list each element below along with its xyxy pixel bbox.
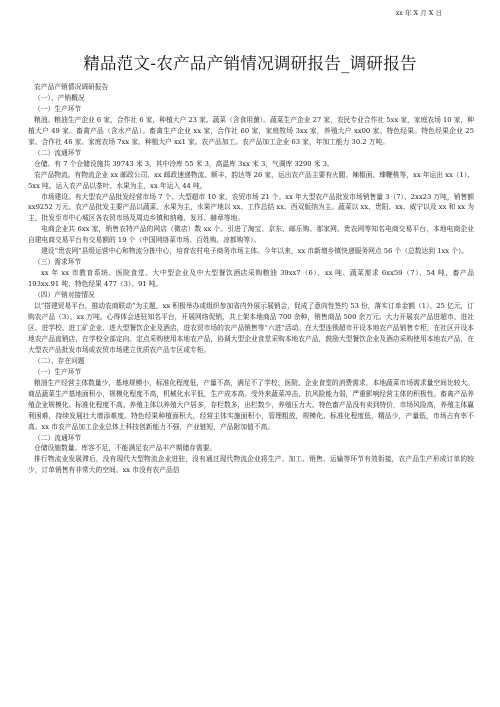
- paragraph: 粮油生产经营主体数量少，基地规模小，标准化程度低，产量不高，满足不了学校、医院、企业食堂的消费需求，本地蔬菜市场需求量空间比较大。商品蔬菜生产基地面积小，规模化程度不高，机械化水平低，生产成本高。受外来蔬菜冲击，抗风险能力弱，严重影响经营主体的积极性。畜禽产品养殖企业规模化、标准化程度不高。养殖主体以养殖大户居多，存栏数多，出栏数少，养殖压力大。特色畜产品没有卖到特价，市场风险高，养殖主体赢利困难，持续发展壮大增添难度。特色经果种植面积大，经营主体实施面积小，管理粗放，规模化、标准化程度低，精品少，产量低，市场占有率不高。xx 市农产品加工企业总体上科技创新能力不强，产业链短，产品附加值不高。: [28, 378, 474, 431]
- paragraph: 仓储。有 7 个仓储设施共 39743 米 3，其中冷库 55 米 3，高温库 3xx 米 3，气调库 3290 米 3。: [34, 159, 334, 168]
- paragraph: 电商企业共 6xx 家，销售农特产品的网店（微店）数 xx 个。引进了淘宝、京东、邮乐购、那家网、贵农网等知名电商交易平台，本地电商企业自建电商交易平台有交易额的 19 个（中国网络菜市场、百姓购、凉都购等）。: [28, 225, 474, 245]
- paragraph: 市场建设。有大型农产品批发经营市场 7 个、大型超市 10 家、农贸市场 21 个。xx 年大型农产品批发市场销售量 3（7）、2xx23 万吨，销售额 xx9252 万元。农产品批发主要产品以蔬菜、水果为主，水果产地以 xx、工作总结 xx、西双版纳为主。蔬菜以 xx、贵阳、xx、威宁以及 xx 和 xx 为主，批发至市中心城区各农贸市场及周边乡镇和纳雍、发耳、赫章等地。: [28, 192, 474, 223]
- paragraph: 排行物流业发展滞后，没有现代大型物流企业进驻，没有通过现代物流企业将生产、加工、销售、运输等环节有效衔接，农产品生产形成订单的较少，订单销售有非常大的空间。xx 市没有农产品信: [28, 455, 474, 475]
- paragraph: 以“搭建贸易平台，推动农商联动”为主题，xx 积极举办或组织参加省内外展示展销会，促成了意向性签约 53 份，落实订单金额（1）、25 亿元，订购农产品（3）、xx 万吨。心得体会进驻知名平台，开展网络促销，共上架本地商品 700 余种，销售商品 500 余万元。大力开展农产品进超市、进社区、进学校、进工矿企业、进大型餐饮企业及酒店，进农贸市场的农产品销售等“六进”活动。在大型连锁超市开设本地农产品销售专柜，在社区开设本地农产品直销店，在学校全部定向、定点采购使用本地农产品，协调大型企业食堂采购本地农产品，鼓励大型餐饮企业及酒店采购使用本地农产品，在大型农产品批发市场或农贸市场建立优质农产品专区或专柜。: [28, 302, 474, 354]
- paragraph: （三）需求环节: [34, 258, 82, 267]
- paragraph: 粮油。粮油生产企业 6 家，合作社 6 家，种植大户 23 家。蔬菜（含食用菌）。蔬菜生产企业 27 家，农民专业合作社 5xx 家，家庭农场 10 家，种植大户 49 家。畜禽产品（含水产品）。畜禽生产企业 xx 家，合作社 60 家，家庭牧场 3xx 家，养殖大户 xx00 家。特色经果。特色经果企业 25 家、合作社 46 家、家庭农场 7xx 家、种植大户 xx1 家。农产品加工。农产品加工企业 63 家，年加工能力 30.2 万吨。: [28, 115, 474, 146]
- paragraph: （二）流通环节: [34, 433, 82, 442]
- paragraph: （一）、产销概况: [34, 93, 85, 102]
- paragraph: 仓储设施数量、库容不足，不能满足农产品丰产期储存需要。: [34, 444, 217, 453]
- paragraph: xx 年 xx 市教育系统、医院食堂、大中型企业及中大型餐饮酒店采购粮油 39xx7（6）、xx 吨、蔬菜需求 6xx59（7）、54 吨、畜产品 193xx.91 吨、特色经果 477（3）、91 吨。: [28, 269, 474, 289]
- paragraph: （一）生产环节: [34, 367, 82, 376]
- paragraph: （四）产销对接情况: [34, 291, 95, 300]
- document-body: [28, 82, 474, 476]
- paragraph: （一）生产环节: [34, 104, 82, 113]
- paragraph: （二）流通环节: [34, 148, 82, 157]
- document-title: 精品范文-农产品产销情况调研报告_调研报告: [83, 54, 417, 73]
- paragraph: （二）、存在问题: [34, 356, 85, 365]
- paragraph: 农产品产销情况调研报告: [34, 83, 109, 91]
- header-date: xx 年 X 月 X 日: [395, 9, 442, 17]
- paragraph: 农产品物流。有物流企业 xx 邮政公司、xx 邮政速递物流、顺丰、韵达等 26 家，运出农产品主要有火腿、辣椒面、臻鞭桃等，xx 年运出 xx（1）、5xx 吨。运入农产品以茶叶、水果为主，xx 年运入 44 吨。: [28, 170, 474, 190]
- paragraph: 建设“贵农网”县级运营中心和物流分拣中心，培育农村电子商务市场主体。今年以来，xx 市新增乡镇快递服务网点 56 个（总数达到 1xx 个）。: [41, 247, 469, 256]
